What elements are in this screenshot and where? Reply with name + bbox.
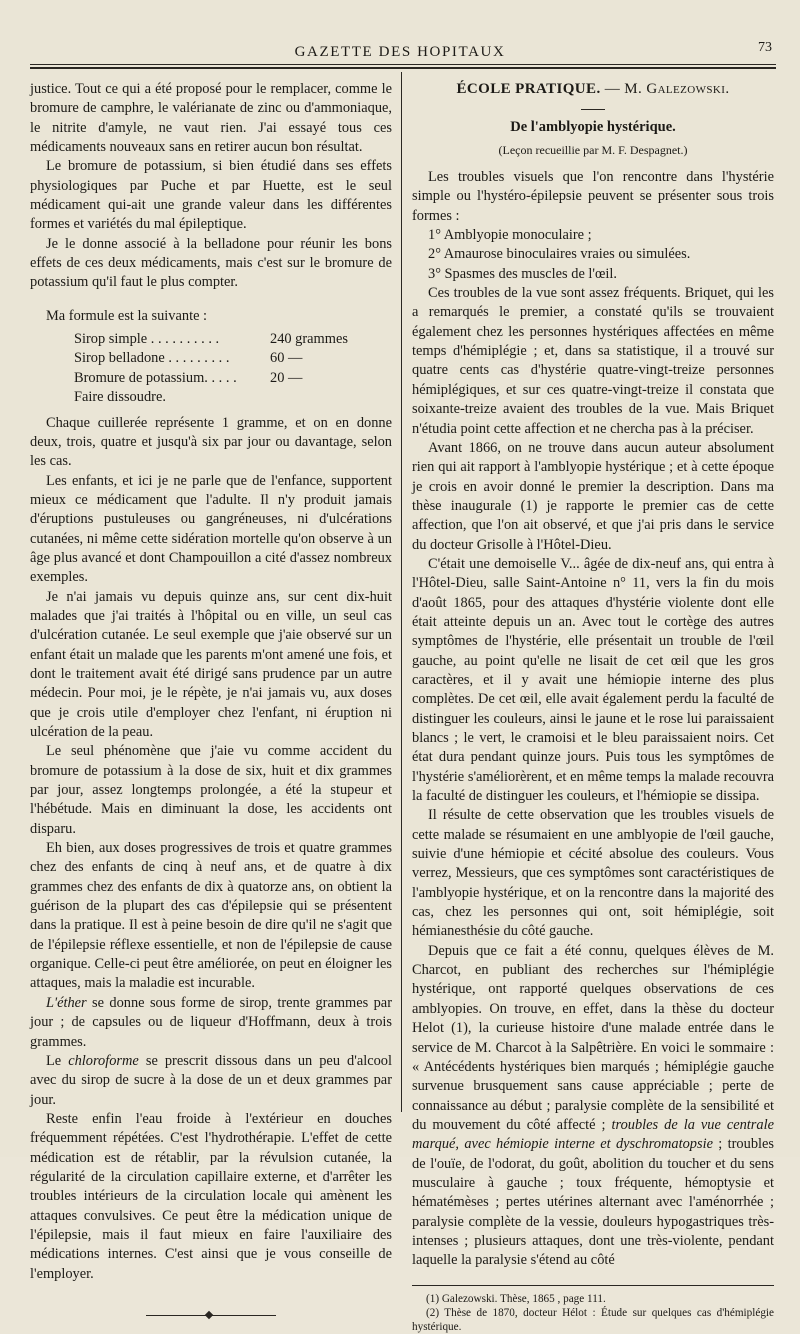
paragraph: C'était une demoiselle V... âgée de dix-neuf ans, qui entra à l'Hôtel-Dieu, salle Saint-Antoine n° 11, vers la fin du mois d'août 1865, pour des attaques d'hystérie violente dont elle était atteinte depuis un an. Avec tout le cortège des autres symptômes de l'hystérie, elle présentait un trouble de l'œil gauche, au point qu'elle ne lisait de cet œil que les gros caractères, et il y avait une hémiopie interne des plus complètes. De cet œil, elle avait également perdu la faculté de distinguer les couleurs, ainsi le jaune et le rose lui paraissaient blancs ; le vert, le cramoisi et le bleu paraissaient noirs. Cet état dura pendant quinze jours. Puis tous les symptômes de l'hystérie s'améliorèrent, et en même temps la malade recouvra la faculté de distinguer les couleurs, et l'hémiopie se dissipa. [412,555,774,805]
formula-quantity: 60 — [270,350,303,367]
paragraph: Les troubles visuels que l'on rencontre dans l'hystérie simple ou l'hystéro-épilepsie peuvent se présenter sous trois formes : [412,169,774,224]
formula-item: Sirop simple . . . . . . . . . . [74,331,220,348]
paragraph: Eh bien, aux doses progressives de trois et quatre grammes chez des enfants de cinq à neuf ans, et de quatre à dix grammes chez des enfants de dix à quatorze ans, on obtient la guérison de la plupart des cas d'épilepsie qui se présentent dans la pratique. Il est à peine besoin de dire qu'il ne s'agit que de l'épilepsie réflexe essentielle, et non de l'épilepsie de cause organique. Celle-ci peut être améliorée, on peut en éloigner les attaques, mais la maladie est incurable. [30,840,392,992]
formula-row [74,369,392,388]
paragraph: Reste enfin l'eau froide à l'extérieur en douches fréquemment répétées. C'est l'hydrothérapie. L'effet de cette médication est de rétablir, par la révulsion cutanée, la régularité de la circulation capillaire externe, et d'arrêter les troubles intérieurs de la circulation locale qui amènent les attaques convulsives. Ce peut être la médication unique de l'épilepsie, mais il faut mieux en faire l'auxiliaire des médications internes. C'est ainsi que je vous conseille de l'employer. [30,1110,392,1282]
formula-quantity: 20 — [270,369,303,386]
paragraph-text: ; troubles de l'ouïe, de l'odorat, du goût, abolition du toucher et du sens musculaire à gauche ; toux fréquente, hémoptysie et hématémèses ; pertes utérines alternant avec l'aménorrhée ; paralysie complète de la vessie, douleurs hypogastriques très-intenses ; plusieurs attaques, dont une très-violente, pendant laquelle la paralysie s'étend au côté [412,1136,775,1269]
ornament-diamond-icon [205,1311,213,1319]
paragraph: justice. Tout ce qui a été proposé pour le remplacer, comme le bromure de camphre, le valérianate de zinc ou d'ammoniaque, le nitrite d'amyle, ne vaut rien. J'ai essayé tous ces médicaments nouveaux sans en retirer aucun bon résultat. [30,81,392,156]
footnotes [412,1292,774,1334]
paragraph-chloroforme [30,1052,392,1110]
paragraph: Le seul phénomène que j'aie vu comme accident du bromure de potassium à la dose de six, huit et dix grammes par jour, assez longtemps prolongée, a été la stupeur et l'hébétude. Mais en diminuant la dose, les accidents ont disparu. [30,743,392,837]
paragraph: Les enfants, et ici je ne parle que de l'enfance, supportent mieux ce médicament que l'adulte. Il n'y produit jamais d'éruptions pustuleuses ou gangréneuses, ni d'ulcérations cutanées, ni même cette sidération mortelle qu'on observe à un âge plus avancé et dont Champouillon a cité d'assez nombreux exemples. [30,472,392,586]
paragraph-summary [412,942,774,1271]
header-rule [30,64,776,65]
formula-row [74,349,392,368]
list-item: 2° Amaurose binoculaires vraies ou simulées. [428,246,691,263]
section-heading [412,80,774,99]
footnote: (1) Galezowski. Thèse, 1865 , page 111. [426,1292,606,1305]
formula-item: Sirop belladone . . . . . . . . . [74,350,230,367]
section-label: ÉCOLE PRATIQUE. [456,81,601,97]
running-head [0,40,800,62]
paragraph-text: Le [46,1052,69,1069]
paragraph: Je n'ai jamais vu depuis quinze ans, sur cent dix-huit malades que j'ai traités à l'hôpital ou en ville, un seul cas d'ulcération cutanée. Le seul exemple que j'aie observé sur un enfant était un malade que les parents m'ont amené une fois, et dont le traitement avait été dirigé sans prudence par un autre médecin. Pour moi, je le répète, je n'ai jamais vu, aux doses que je crois utile d'employer chez l'enfant, ni éruption ni ulcération de la peau. [30,588,392,740]
column-divider [401,72,402,1112]
section-dash: — M. [600,81,647,97]
emphasis: L'éther [46,994,87,1011]
emphasis: troubles de la vue centrale marqué, avec hémiopie interne et dyschromatopsie [412,1116,774,1153]
footnote-rule [412,1285,774,1286]
left-column [30,80,392,1320]
paragraph-text: se donne sous forme de sirop, trente grammes par jour ; de capsules ou de liqueur d'Hoffmann, deux à trois grammes. [30,994,392,1050]
formula-row [74,330,392,349]
paragraph: Je le donne associé à la belladone pour réunir les bons effets de ces deux médicaments, mais c'est sur le bromure de potassium qu'il faut le plus compter. [30,235,392,291]
article-title: De l'amblyopie hystérique. [510,119,676,136]
paragraph: Ces troubles de la vue sont assez fréquents. Briquet, qui les a remarqués le premier, a constaté qu'ils se trouvaient également chez les personnes hystériques affectées en même temps d'hémiplégie ; et, dans sa statistique, il a trouvé sur quatre cents cas d'hystérie quatre-vingt-treize personnes hémiplégiques, et sur ces quatre-vingt-treize il constata que soixante-treize avaient des troubles de la vue. Mais Briquet n'étudia point cette affection et ne chercha pas à la préciser. [412,285,774,437]
paragraph: Chaque cuillerée représente 1 gramme, et on en donne deux, trois, quatre et jusqu'à six par jour ou davantage, selon les cas. [30,414,392,470]
paragraph-text: se prescrit dissous dans un peu d'alcool avec du sirop de sucre à la dose de un et deux grammes par jour. [30,1052,392,1108]
paragraph: Il résulte de cette observation que les troubles visuels de cette malade se résumaient en une amblyopie de l'œil gauche, suivie d'une hémiopie et cécité absolue des couleurs. Vous verrez, Messieurs, que ces symptômes sont caractéristiques de l'amblyopie hystérique, et on la rencontre dans la majorité des cas, chez les personnes qui ont, soit hémiplégie, soit hémianesthésie du côté gauche. [412,807,774,940]
running-title: GAZETTE DES HOPITAUX [294,44,506,60]
heading-rule [581,109,605,110]
list-item: 1° Amblyopie monoculaire ; [428,227,592,244]
page-number: 73 [758,40,772,55]
paragraph-text: Depuis que ce fait a été connu, quelques élèves de M. Charcot, en publiant des recherches sur l'hémiplégie hystérique, ont rapporté quelques observations de ces amblyopies. On trouve, en effet, dans la thèse du docteur Helot (1), la curieuse histoire d'une malade entrée dans le service de M. Charcot à la Salpêtrière. En voici le sommaire : « Antécédents hystériques bien marqués ; hémiplégie gauche survenue brusquement sans cause appréciable ; perte de connaissance au début ; paralysie complète de la sensibilité et du mouvement du côté affecté ; [412,942,774,1133]
header-rule-thick [30,67,776,69]
prescription-formula [74,330,392,407]
formula-quantity: 240 grammes [270,331,348,348]
footnote: (2) Thèse de 1870, docteur Hélot : Étude sur quelques cas d'hémiplégie hystérique. [412,1306,774,1333]
end-ornament [146,1312,276,1320]
list-item: 3° Spasmes des muscles de l'œil. [428,265,618,282]
emphasis: chloroforme [68,1052,139,1069]
section-author: Galezowski. [646,81,730,97]
paragraph: Le bromure de potassium, si bien étudié dans ses effets physiologiques par Puche et par Huette, est le seul médicament qui-ait une grande valeur dans les différentes formes et variétés du mal épileptique. [30,158,392,233]
formula-end: Faire dissoudre. [74,389,166,406]
formula-item: Bromure de potassium. . . . . [74,369,237,386]
article-subtitle: (Leçon recueillie par M. F. Despagnet.) [498,142,688,157]
right-column [412,78,774,1334]
formula-intro: Ma formule est la suivante : [46,307,208,324]
paragraph-ether [30,994,392,1052]
paragraph: Avant 1866, on ne trouve dans aucun auteur absolument rien qui ait rapport à l'amblyopie hystérique ; et à cette époque je crois en avoir donné le premier la description. Dans ma thèse inaugurale (1) je rapporte le premier cas de cette affection, que l'on ait observé, et que j'ai pris dans le service du docteur Grisolle à l'Hôtel-Dieu. [412,439,774,553]
